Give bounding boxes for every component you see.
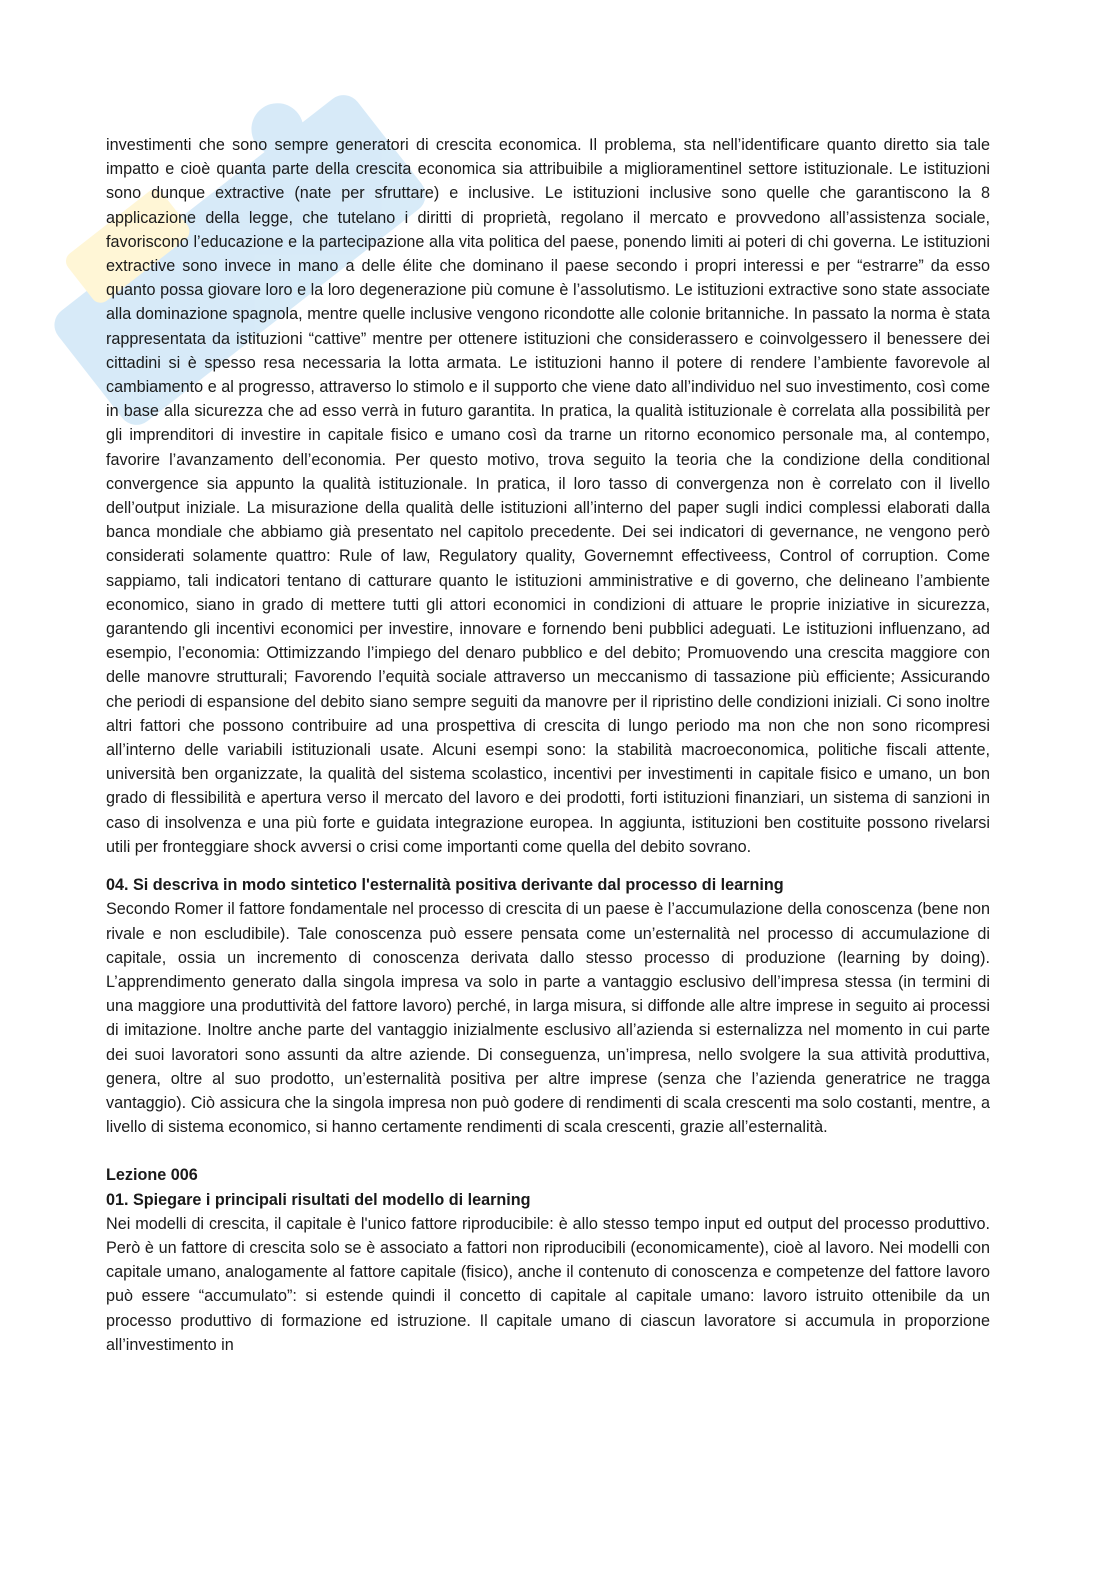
- institutions-paragraph: investimenti che sono sempre generatori di crescita economica. Il problema, sta nell’identificare quanto diretto sia tale impatto e cioè quanta parte della crescita economica sia attribuibile a miglioramentinel settore istituzionale. Le istituzioni sono dunque extractive (nate per sfruttare) e inclusive. Le istituzioni inclusive sono quelle che garantiscono la 8 applicazione della legge, che tutelano i diritti di proprietà, regolano il mercato e provvedono all’assistenza sociale, favoriscono l’educazione e la partecipazione alla vita politica del paese, ponendo limiti ai poteri di chi governa. Le istituzioni extractive sono invece in mano a delle élite che dominano il paese secondo i propri interessi e per “estrarre” da esso quanto possa giovare loro e la loro degenerazione più comune è l’assolutismo. Le istituzioni extractive sono state associate alla dominazione spagnola, mentre quelle inclusive vengono ricondotte alle colonie britanniche. In passato la norma è stata rappresentata da istituzioni “cattive” mentre per ottenere istituzioni che considerassero e coinvolgessero il benessere dei cittadini si è spesso resa necessaria la lotta armata. Le istituzioni hanno il potere di rendere l’ambiente favorevole al cambiamento e al progresso, attraverso lo stimolo e il supporto che viene dato all’individuo nel suo investimento, così come in base alla sicurezza che ad esso verrà in futuro garantita. In pratica, la qualità istituzionale è correlata alla possibilità per gli imprenditori di investire in capitale fisico e umano così da trarne un ritorno economico personale ma, al contempo, favorire l’avanzamento dell’economia. Per questo motivo, trova seguito la teoria che la condizione della conditional convergence sia appunto la qualità istituzionale. In pratica, il loro tasso di convergenza non è correlato con il livello dell’output iniziale. La misurazione della qualità delle istituzioni all’interno del paper sugli indici complessi elaborati dalla banca mondiale che abbiamo già presentato nel capitolo precedente. Dei sei indicatori di gevernance, ne vengono però considerati solamente quattro: Rule of law, Regulatory quality, Governemnt effectiveess, Control of corruption. Come sappiamo, tali indicatori tentano di catturare quanto le istituzioni amministrative e di governo, che delineano l’ambiente economico, siano in grado di mettere tutti gli attori economici in condizioni di attuare le proprie iniziative in sicurezza, garantendo gli incentivi economici per investire, innovare e fornendo beni pubblici adeguati. Le istituzioni influenzano, ad esempio, l’economia: Ottimizzando l’impiego del denaro pubblico e del debito; Promuovendo una crescita maggiore con delle manovre strutturali; Favorendo l’equità sociale attraverso un meccanismo di tassazione più efficiente; Assicurando che periodi di espansione del debito siano sempre seguiti da manovre per il ripristino delle condizioni iniziali. Ci sono inoltre altri fattori che possono contribuire ad una prospettiva di crescita di lungo periodo ma non che non sono ricompresi all’interno delle variabili istituzionali usate. Alcuni esempi sono: la stabilità macroeconomica, politiche fiscali attente, università ben organizzate, la qualità del sistema scolastico, incentivi per investimenti in capitale fisico e umano, un bon grado di flessibilità e apertura verso il mercato del lavoro e dei prodotti, forti istituzioni finanziari, un sistema di sanzioni in caso di insolvenza e una più forte e guidata integrazione europea. In aggiunta, istituzioni ben costituite possono rivelarsi utili per fronteggiare shock avversi o crisi come importanti come quella del debito sovrano.: [106, 136, 990, 856]
- document-page: [106, 133, 990, 1357]
- spacer: [106, 1139, 990, 1163]
- spacer: [106, 859, 990, 873]
- learning-model-paragraph: Nei modelli di crescita, il capitale è l'unico fattore riproducibile: è allo stesso tempo input ed output del processo produttivo. Però è un fattore di crescita solo se è associato a fattori non riproducibili (economicamente), cioè al lavoro. Nei modelli con capitale umano, analogamente al fattore capitale (fisico), anche il contenuto di conoscenza e competenze del fattore lavoro può essere “accumulato”: si estende quindi il concetto di capitale al capitale umano: lavoro istruito ottenibile da un processo produttivo di formazione ed istruzione. Il capitale umano di ciascun lavoratore si accumula in proporzione all’investimento in: [106, 1214, 990, 1354]
- learning-externality-paragraph: Secondo Romer il fattore fondamentale nel processo di crescita di un paese è l’accumulazione della conoscenza (bene non rivale e non escludibile). Tale conoscenza può essere pensata come un’esternalità nel processo di accumulazione di capitale, ossia un incremento di conoscenza derivata dallo stesso processo di produzione (learning by doing). L’apprendimento generato dalla singola impresa va solo in parte a vantaggio esclusivo dell’impresa stessa (in termini di una maggiore una produttività del fattore lavoro) perché, in larga misura, si diffonde alle altre imprese in seguito ai processi di imitazione. Inoltre anche parte del vantaggio inizialmente esclusivo all’azienda si esternalizza nel momento in cui parte dei suoi lavoratori sono assunti da altre aziende. Di conseguenza, un’impresa, nello svolgere la sua attività produttiva, genera, oltre al suo prodotto, un’esternalità positiva per altre imprese (senza che l’azienda generatrice ne tragga vantaggio). Ciò assicura che la singola impresa non può godere di rendimenti di scala crescenti ma solo costanti, mentre, a livello di sistema economico, si hanno certamente rendimenti di scala crescenti, grazie all’esternalità.: [106, 900, 990, 1137]
- question-04-title: 04. Si descriva in modo sintetico l'esternalità positiva derivante dal processo di learning: [106, 876, 784, 895]
- lesson-title: Lezione 006: [106, 1166, 198, 1185]
- question-01-title: 01. Spiegare i principali risultati del modello di learning: [106, 1190, 531, 1209]
